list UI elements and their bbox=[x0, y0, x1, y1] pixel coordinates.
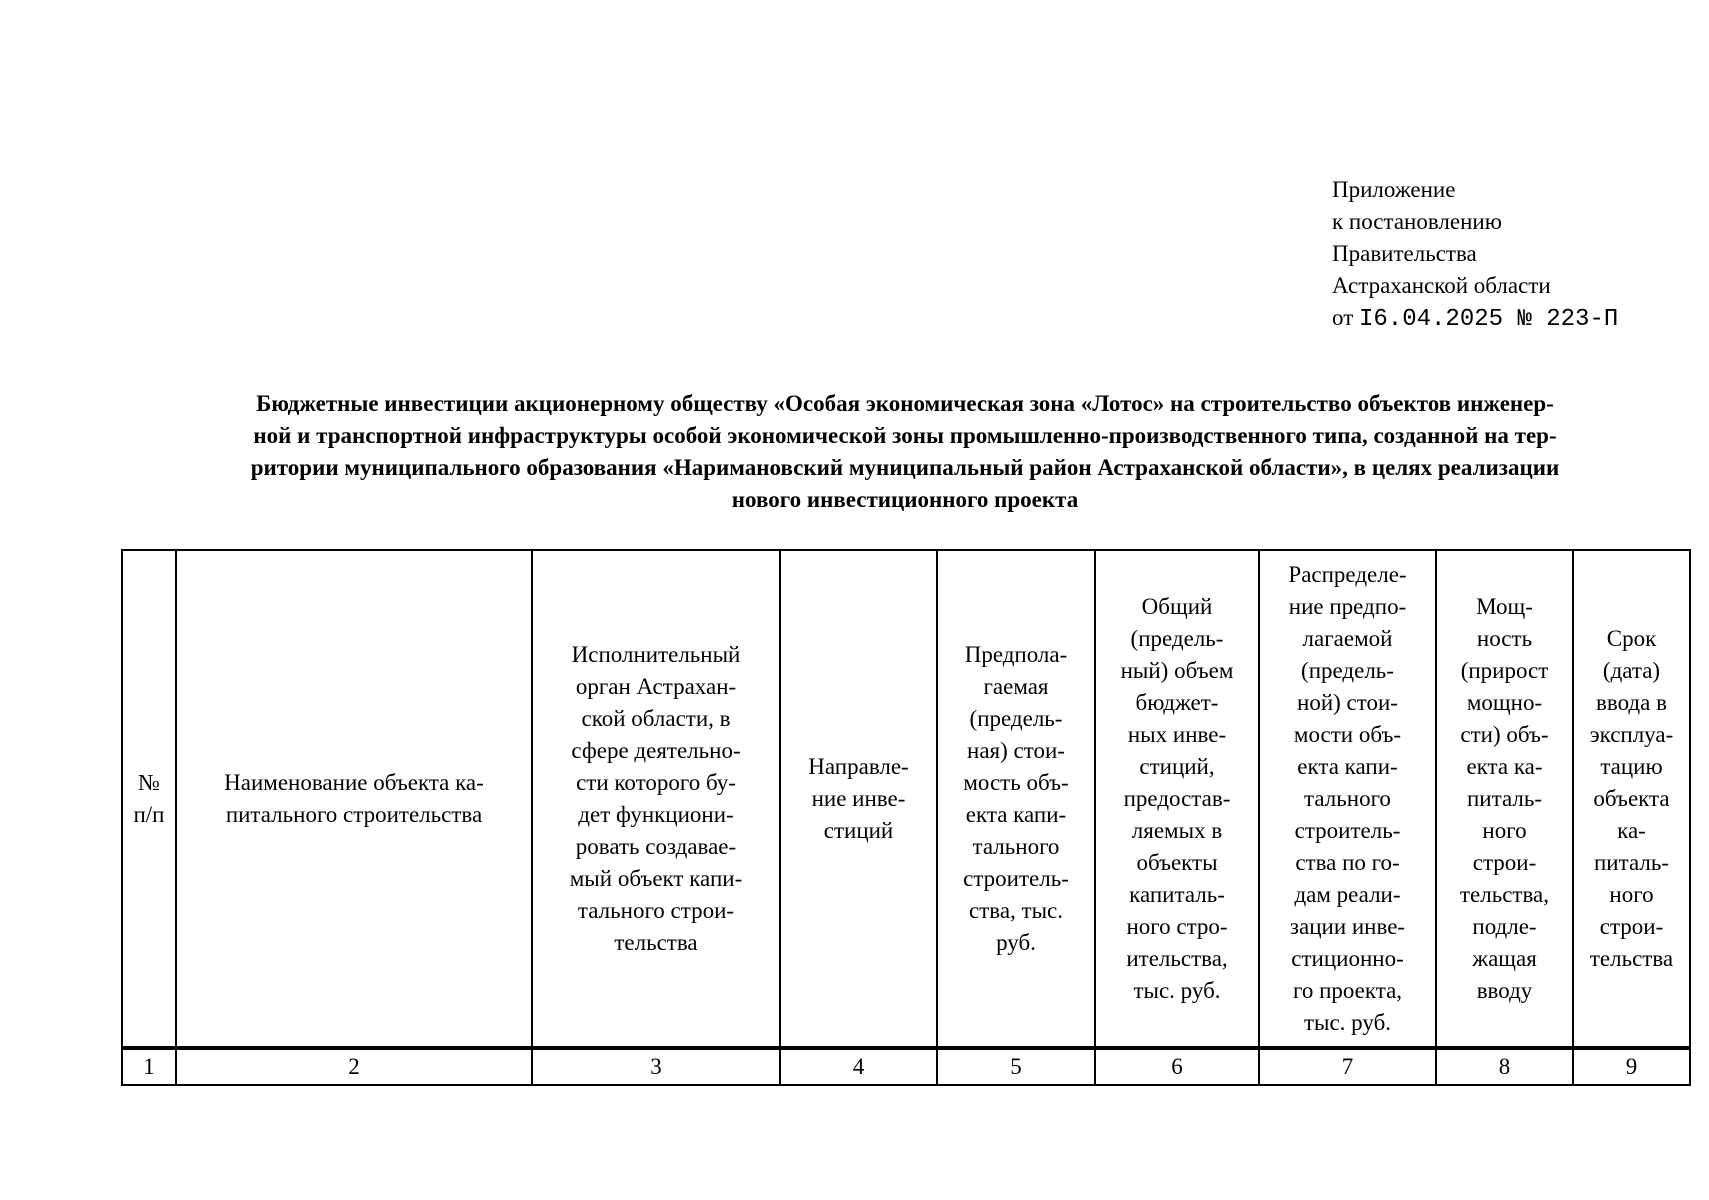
header-text-line: ровать создавае- bbox=[575, 833, 737, 859]
header-text-line: руб. bbox=[996, 929, 1036, 955]
header-cell-executive-body bbox=[532, 550, 780, 1048]
column-number-cell: 7 bbox=[1259, 1048, 1436, 1085]
header-text-line: мощно- bbox=[1466, 689, 1543, 715]
title-line: ритории муниципального образования «Наримановский муниципальный район Астраханской области», в целях реализации bbox=[250, 455, 1560, 480]
header-text-line: ской области, в bbox=[581, 705, 731, 731]
header-text-line: ства, тыс. bbox=[969, 897, 1063, 923]
header-text-line: (прирост bbox=[1460, 657, 1549, 683]
header-text-line: ляемых в bbox=[1131, 817, 1223, 843]
header-cell-total-investment bbox=[1095, 550, 1259, 1048]
header-text-line: Наименование объекта ка- bbox=[224, 769, 484, 795]
column-number-cell: 6 bbox=[1095, 1048, 1259, 1085]
header-text-line: дам реали- bbox=[1294, 881, 1401, 907]
table-header-row bbox=[122, 550, 1690, 1048]
column-number-cell: 1 bbox=[122, 1048, 176, 1085]
header-text-line: мости объ- bbox=[1293, 721, 1402, 747]
column-number-cell: 9 bbox=[1573, 1048, 1690, 1085]
header-text-line: тыс. руб. bbox=[1133, 977, 1221, 1003]
appendix-line: Астраханской области bbox=[1332, 273, 1551, 298]
column-number-cell: 3 bbox=[532, 1048, 780, 1085]
header-text-line: зации инве- bbox=[1289, 913, 1406, 939]
column-number-cell: 2 bbox=[176, 1048, 532, 1085]
appendix-date-prefix: от bbox=[1332, 305, 1354, 330]
header-text-line: строитель- bbox=[963, 865, 1069, 891]
title-line: ной и транспортной инфраструктуры особой экономической зоны промышленно-производственного типа, созданной на тер- bbox=[253, 423, 1557, 448]
header-text-line: ввода в bbox=[1596, 689, 1667, 715]
header-text-line: стиций bbox=[823, 817, 894, 843]
header-text-line: ная) стои- bbox=[967, 737, 1065, 763]
header-text-line: Мощ- bbox=[1476, 593, 1533, 619]
appendix-line: Приложение bbox=[1332, 177, 1456, 202]
header-text-line: ние инве- bbox=[811, 785, 906, 811]
header-cell-commissioning-date bbox=[1573, 550, 1690, 1048]
title-line: нового инвестиционного проекта bbox=[731, 487, 1079, 512]
header-text-line: Направле- bbox=[808, 753, 909, 779]
header-text-line: сти) объ- bbox=[1460, 721, 1549, 747]
header-text-line: екта ка- bbox=[1466, 753, 1543, 779]
appendix-line: к постановлению bbox=[1332, 209, 1502, 234]
header-text-line: дет функциони- bbox=[578, 801, 734, 827]
title-line: Бюджетные инвестиции акционерному обществу «Особая экономическая зона «Лотос» на строительство объектов инженер- bbox=[256, 391, 1554, 416]
column-number-cell: 5 bbox=[937, 1048, 1095, 1085]
header-text-line: ных инве- bbox=[1127, 721, 1227, 747]
header-text-line: (предель- bbox=[1301, 657, 1394, 683]
header-text-line: Предпола- bbox=[964, 641, 1068, 667]
header-text-line: ность bbox=[1476, 625, 1533, 651]
header-text-line: тыс. руб. bbox=[1303, 1009, 1392, 1035]
header-text-line: сти которого бу- bbox=[576, 769, 736, 795]
header-text-line: (предель- bbox=[969, 705, 1063, 731]
header-text-line: ной) стои- bbox=[1297, 689, 1398, 715]
header-text-line: ный) объем bbox=[1120, 657, 1234, 683]
header-text-line: (предель- bbox=[1130, 625, 1224, 651]
header-text-line: Распределе- bbox=[1288, 561, 1407, 587]
header-text-line: № bbox=[138, 769, 160, 795]
header-cell-cost-distribution bbox=[1259, 550, 1436, 1048]
appendix-date-line bbox=[1332, 302, 1618, 336]
appendix-line: Правительства bbox=[1332, 241, 1477, 266]
header-text-line: Срок bbox=[1606, 625, 1657, 651]
header-text-line: бюджет- bbox=[1135, 689, 1219, 715]
header-text-line: строитель- bbox=[1294, 817, 1401, 843]
header-text-line: тельства bbox=[614, 929, 698, 955]
header-text-line: (дата) bbox=[1602, 657, 1661, 683]
header-text-line: ительства, bbox=[1126, 945, 1228, 971]
header-text-line: капиталь- bbox=[1129, 881, 1225, 907]
header-text-line: объекта bbox=[1593, 785, 1670, 811]
header-text-line: Исполнительный bbox=[571, 641, 741, 667]
header-text-line: гаемая bbox=[983, 673, 1049, 699]
document-title bbox=[140, 388, 1670, 516]
column-number-cell: 8 bbox=[1436, 1048, 1573, 1085]
header-text-line: лагаемой bbox=[1302, 625, 1393, 651]
header-text-line: ного bbox=[1609, 881, 1654, 907]
header-text-line: ного bbox=[1482, 817, 1527, 843]
header-text-line: предостав- bbox=[1123, 785, 1231, 811]
header-text-line: ного стро- bbox=[1126, 913, 1228, 939]
column-numbers-row bbox=[122, 1048, 1690, 1085]
appendix-block bbox=[1332, 174, 1618, 336]
header-text-line: тацию bbox=[1600, 753, 1663, 779]
header-text-line: екта капи- bbox=[1297, 753, 1398, 779]
header-text-line: вводу bbox=[1476, 977, 1533, 1003]
investment-table bbox=[121, 549, 1691, 1086]
header-text-line: ства по го- bbox=[1295, 849, 1400, 875]
header-text-line: подле- bbox=[1472, 913, 1537, 939]
header-text-line: тельства bbox=[1589, 945, 1674, 971]
header-text-line: питального строительства bbox=[225, 801, 483, 827]
header-text-line: ние предпо- bbox=[1288, 593, 1407, 619]
header-cell-number bbox=[122, 550, 176, 1048]
header-cell-investment-direction bbox=[780, 550, 937, 1048]
header-text-line: эксплуа- bbox=[1589, 721, 1674, 747]
header-text-line: тального bbox=[972, 833, 1060, 859]
header-text-line: екта капи- bbox=[965, 801, 1067, 827]
header-text-line: строи- bbox=[1472, 849, 1537, 875]
header-text-line: орган Астрахан- bbox=[575, 673, 737, 699]
header-text-line: объекты bbox=[1136, 849, 1218, 875]
header-text-line: ка- bbox=[1617, 817, 1646, 843]
header-cell-estimated-cost bbox=[937, 550, 1095, 1048]
header-text-line: мость объ- bbox=[963, 769, 1069, 795]
header-text-line: п/п bbox=[133, 801, 165, 827]
header-text-line: тального bbox=[1304, 785, 1391, 811]
appendix-date-number: I6.04.2025 № 223-П bbox=[1359, 306, 1619, 333]
header-text-line: тального строи- bbox=[577, 897, 735, 923]
header-text-line: питаль- bbox=[1594, 849, 1669, 875]
header-text-line: Общий bbox=[1141, 593, 1213, 619]
header-text-line: тельства, bbox=[1459, 881, 1549, 907]
header-text-line: строи- bbox=[1599, 913, 1664, 939]
header-cell-capacity bbox=[1436, 550, 1573, 1048]
header-text-line: стиций, bbox=[1139, 753, 1215, 779]
header-text-line: питаль- bbox=[1467, 785, 1542, 811]
header-cell-object-name bbox=[176, 550, 532, 1048]
header-text-line: сфере деятельно- bbox=[571, 737, 741, 763]
header-text-line: стиционно- bbox=[1291, 945, 1404, 971]
header-text-line: го проекта, bbox=[1292, 977, 1403, 1003]
header-text-line: жащая bbox=[1472, 945, 1537, 971]
header-text-line: мый объект капи- bbox=[569, 865, 743, 891]
column-number-cell: 4 bbox=[780, 1048, 937, 1085]
